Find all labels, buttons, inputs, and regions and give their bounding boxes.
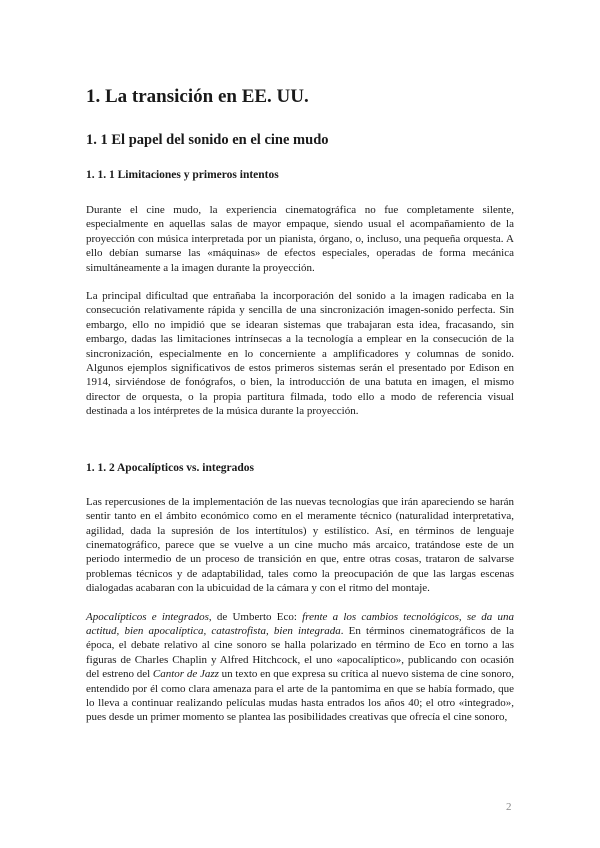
paragraph-eco — [86, 610, 514, 725]
paragraph-repercusiones: Las repercusiones de la implementación de las nuevas tecnologías que irán apareciendo se harán sentir tanto en el ámbito económico como en el meramente técnico (naturalidad interpretativa, agilidad, dada la supresión de los intertítulos) y estilístico. Así, en términos de lenguaje cinematográfico, parece que se vuelve a un cine mucho más arcaico, tratándose este de un periodo intermedio de un proceso de transición en que, entre otras cosas, trataron de salvarse problemas técnicos y de adaptabilidad, tales como la preocupación de que las largas escenas dialogadas acabaran con la ubicuidad de la cámara y con el ritmo del montaje. — [86, 495, 514, 595]
paragraph-text-b: un texto en que expresa su crítica al nuevo sistema de cine sonoro, entendido por él como clara amenaza para el arte de la pantomima en que se había formado, que lo lleva a continuar realizando películas mudas hasta entrados los años 40; el otro «integrado», pues desde un primer momento se plantea las posibilidades creativas que ofrecía el cine sonoro, — [86, 668, 515, 724]
paragraph-sincronizacion: La principal dificultad que entrañaba la incorporación del sonido a la imagen radicaba en la consecución relativamente rápida y sencilla de una sincronización imagen-sonido perfecta. Sin embargo, ello no impidió que se idearan sistemas que trabajaran esta idea, fracasando, sin embargo, dadas las limitaciones intrínsecas a la tecnología a emplear en la consecución de la sincronización, especialmente en lo concerniente a amplificadores y columnas de sonido. Algunos ejemplos significativos de estos primeros sistemas serán el presentado por Edison en 1914, sirviéndose de fonógrafos, o bien, la introducción de una batuta en imagen, el mismo director de orquesta, o la propia partitura filmada, todo ello a modo de referencia visual destinada a los intérpretes de la música durante la proyección. — [86, 290, 514, 418]
page-number: 2 — [506, 801, 512, 813]
film-title: Cantor de Jazz — [152, 668, 219, 681]
section-heading: 1. 1 El papel del sonido en el cine mudo — [86, 132, 329, 148]
eco-quote: frente a los cambios tecnológicos, se da una actitud, bien apocalíptica, catastrofista, bien integrada — [86, 610, 514, 637]
chapter-heading: 1. La transición en EE. UU. — [86, 86, 309, 107]
paragraph-cine-mudo: Durante el cine mudo, la experiencia cinematográfica no fue completamente silente, especialmente en aquellas salas de mayor empaque, siendo usual el acompañamiento de la proyección con música interpretada por un pianista, órgano, o, incluso, una pequeña orquesta. A ello debían sumarse las «máquinas» de efectos especiales, operadas de forma mecánica simultáneamente a la imagen durante la proyección. — [86, 204, 514, 274]
page-content — [86, 86, 514, 725]
subsection-heading-limitaciones: 1. 1. 1 Limitaciones y primeros intentos — [86, 169, 279, 181]
author-text: , de Umberto Eco: — [208, 610, 303, 623]
paragraph-text-a: . En términos cinematográficos de la época, el debate relativo al cine sonoro se halla polarizado en término de Eco en torno a las figuras de Charles Chaplin y Alfred Hitchcock, el uno «apocalíptico», publicando con ocasión del estreno del — [86, 624, 515, 681]
subsection-heading-apocalipticos: 1. 1. 2 Apocalípticos vs. integrados — [86, 461, 255, 474]
book-title: Apocalípticos e integrados — [86, 610, 209, 623]
